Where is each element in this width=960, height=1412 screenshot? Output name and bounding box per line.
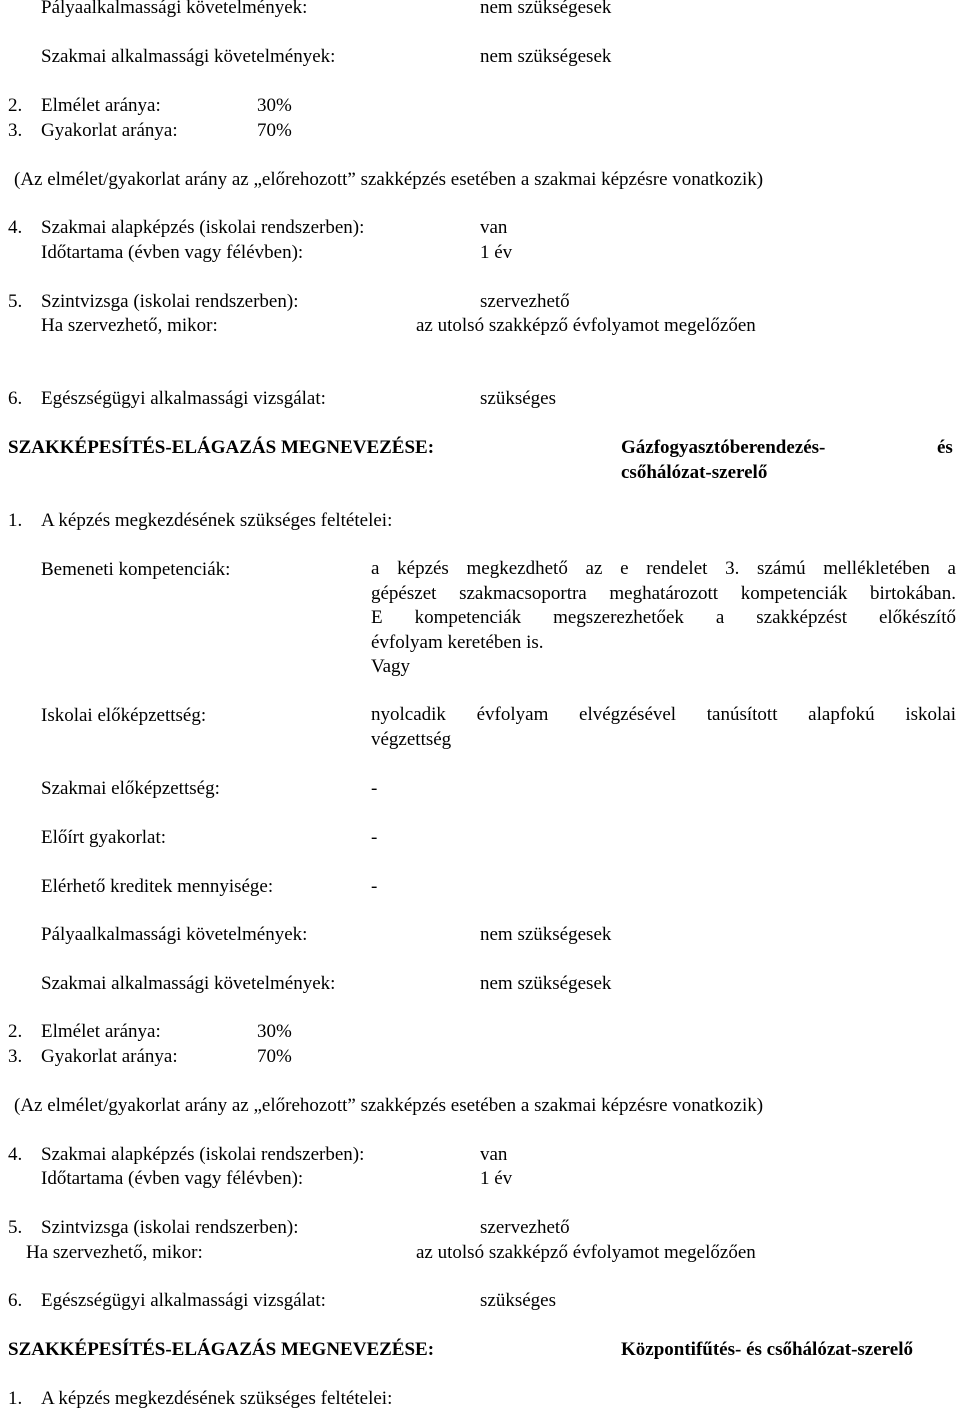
branch1-elmelet-label: Elmélet aránya: bbox=[41, 1021, 161, 1042]
branch1-elmelet-number: 2. bbox=[8, 1021, 23, 1042]
branch1-name-part2: és bbox=[937, 437, 953, 458]
iskolai-line-2: végzettség bbox=[371, 728, 452, 750]
elmelet-value: 30% bbox=[257, 95, 292, 116]
gyakorlat-value: 70% bbox=[257, 120, 292, 141]
kredit-value: - bbox=[371, 876, 378, 897]
branch1-gyakorlat-value: 70% bbox=[257, 1046, 292, 1067]
szakmai-eloképzettseg-value: - bbox=[371, 778, 378, 799]
branch1-alapkepzes-number: 4. bbox=[8, 1144, 23, 1165]
branch2-feltetelek-number: 1. bbox=[8, 1388, 23, 1409]
bemeneti-label: Bemeneti kompetenciák: bbox=[41, 559, 231, 580]
branch1-egeszseg-value: szükséges bbox=[480, 1290, 556, 1311]
branch1-alapkepzes-label: Szakmai alapképzés (iskolai rendszerben): bbox=[41, 1144, 365, 1165]
alapkepzes-number: 4. bbox=[8, 217, 23, 238]
arany-note: (Az elmélet/gyakorlat arány az „előrehozott” szakképzés esetében a szakmai képzésre vonatkozik) bbox=[14, 169, 764, 190]
idotartam-label: Időtartama (évben vagy félévben): bbox=[41, 242, 304, 263]
egeszseg-number: 6. bbox=[8, 388, 23, 409]
branch1-mikor-value: az utolsó szakképző évfolyamot megelőzően bbox=[416, 1242, 756, 1263]
mikor-label: Ha szervezhető, mikor: bbox=[41, 315, 218, 336]
branch1-gyakorlat-number: 3. bbox=[8, 1046, 23, 1067]
gyakorlat-number: 3. bbox=[8, 120, 23, 141]
branch1-elmelet-value: 30% bbox=[257, 1021, 292, 1042]
egeszseg-value: szükséges bbox=[480, 388, 556, 409]
branch2-heading: SZAKKÉPESÍTÉS-ELÁGAZÁS MEGNEVEZÉSE: bbox=[8, 1339, 435, 1360]
alapkepzes-value: van bbox=[480, 217, 508, 238]
branch1-szakmai-alkalmassag-value: nem szükségesek bbox=[480, 973, 612, 994]
branch1-palya-label: Pályaalkalmassági követelmények: bbox=[41, 924, 308, 945]
branch1-name-part3: csőhálózat-szerelő bbox=[621, 462, 768, 483]
elmelet-number: 2. bbox=[8, 95, 23, 116]
branch1-feltetelek-label: A képzés megkezdésének szükséges feltételei: bbox=[41, 510, 393, 531]
branch1-idotartam-value: 1 év bbox=[480, 1168, 513, 1189]
idotartam-value: 1 év bbox=[480, 242, 513, 263]
bemeneti-line-2: gépészet szakmacsoportra meghatározott kompetenciák birtokában. bbox=[371, 582, 956, 604]
branch1-name-part1: Gázfogyasztóberendezés- bbox=[621, 437, 826, 458]
szakmai-eloképzettseg-label: Szakmai előképzettség: bbox=[41, 778, 220, 799]
branch1-szintvizsga-value: szervezhető bbox=[480, 1217, 570, 1238]
branch1-szintvizsga-label: Szintvizsga (iskolai rendszerben): bbox=[41, 1217, 299, 1238]
branch1-arany-note: (Az elmélet/gyakorlat arány az „előrehozott” szakképzés esetében a szakmai képzésre vonatkozik) bbox=[14, 1095, 764, 1116]
alapkepzes-label: Szakmai alapképzés (iskolai rendszerben): bbox=[41, 217, 365, 238]
bemeneti-line-1: a képzés megkezdhető az e rendelet 3. számú mellékletében a bbox=[371, 558, 956, 579]
eloirt-gyakorlat-label: Előírt gyakorlat: bbox=[41, 827, 167, 848]
branch1-heading: SZAKKÉPESÍTÉS-ELÁGAZÁS MEGNEVEZÉSE: bbox=[8, 437, 435, 458]
branch1-mikor-label: Ha szervezhető, mikor: bbox=[26, 1242, 203, 1263]
palya-label: Pályaalkalmassági követelmények: bbox=[41, 0, 308, 18]
palya-value: nem szükségesek bbox=[480, 0, 612, 18]
branch1-egeszseg-label: Egészségügyi alkalmassági vizsgálat: bbox=[41, 1290, 326, 1311]
szintvizsga-label: Szintvizsga (iskolai rendszerben): bbox=[41, 291, 299, 312]
kredit-label: Elérhető kreditek mennyisége: bbox=[41, 876, 274, 897]
bemeneti-line-3: E kompetenciák megszerezhetőek a szakképzést előkészítő bbox=[371, 607, 956, 628]
szintvizsga-number: 5. bbox=[8, 291, 23, 312]
elmelet-label: Elmélet aránya: bbox=[41, 95, 161, 116]
bemeneti-text bbox=[371, 557, 956, 680]
gyakorlat-label: Gyakorlat aránya: bbox=[41, 120, 178, 141]
iskolai-line-1: nyolcadik évfolyam elvégzésével tanúsított alapfokú iskolai bbox=[371, 704, 956, 725]
branch2-feltetelek-label: A képzés megkezdésének szükséges feltételei: bbox=[41, 1388, 393, 1409]
bemeneti-line-4: évfolyam keretében is. bbox=[371, 631, 544, 653]
eloirt-gyakorlat-value: - bbox=[371, 827, 378, 848]
branch1-feltetelek-number: 1. bbox=[8, 510, 23, 531]
egeszseg-label: Egészségügyi alkalmassági vizsgálat: bbox=[41, 388, 326, 409]
branch1-egeszseg-number: 6. bbox=[8, 1290, 23, 1311]
szakmai-alkalmassag-label: Szakmai alkalmassági követelmények: bbox=[41, 46, 336, 67]
branch1-szakmai-alkalmassag-label: Szakmai alkalmassági követelmények: bbox=[41, 973, 336, 994]
branch1-gyakorlat-label: Gyakorlat aránya: bbox=[41, 1046, 178, 1067]
szintvizsga-value: szervezhető bbox=[480, 291, 570, 312]
branch1-szintvizsga-number: 5. bbox=[8, 1217, 23, 1238]
branch1-idotartam-label: Időtartama (évben vagy félévben): bbox=[41, 1168, 304, 1189]
branch1-palya-value: nem szükségesek bbox=[480, 924, 612, 945]
branch1-alapkepzes-value: van bbox=[480, 1144, 508, 1165]
mikor-value: az utolsó szakképző évfolyamot megelőzően bbox=[416, 315, 756, 336]
szakmai-alkalmassag-value: nem szükségesek bbox=[480, 46, 612, 67]
vagy-text: Vagy bbox=[371, 656, 411, 677]
iskolai-text bbox=[371, 703, 956, 752]
branch2-name: Központifűtés- és csőhálózat-szerelő bbox=[621, 1339, 913, 1360]
iskolai-label: Iskolai előképzettség: bbox=[41, 705, 207, 726]
